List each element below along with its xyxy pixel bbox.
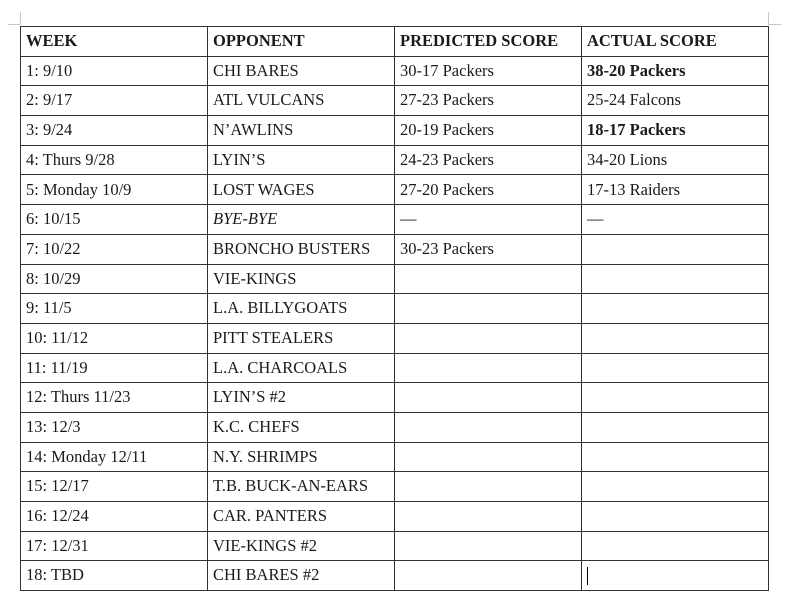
week-cell[interactable]: 1: 9/10 [21,56,208,86]
opponent-cell[interactable]: N’AWLINS [208,116,395,146]
opponent-cell[interactable]: PITT STEALERS [208,323,395,353]
opponent-cell[interactable]: L.A. CHARCOALS [208,353,395,383]
opponent-cell[interactable]: CAR. PANTERS [208,502,395,532]
actual-score-cell[interactable] [582,294,769,324]
opponent-cell[interactable]: VIE-KINGS #2 [208,531,395,561]
predicted-score-cell[interactable] [395,531,582,561]
week-cell[interactable]: 2: 9/17 [21,86,208,116]
actual-score-cell[interactable] [582,412,769,442]
table-row [21,264,769,294]
table-row [21,145,769,175]
page-margin-corner-top-right [768,12,781,25]
opponent-cell[interactable]: CHI BARES [208,56,395,86]
table-row [21,175,769,205]
predicted-score-cell[interactable] [395,561,582,591]
opponent-cell[interactable]: ATL VULCANS [208,86,395,116]
week-cell[interactable]: 14: Monday 12/11 [21,442,208,472]
header-week[interactable]: WEEK [21,27,208,57]
opponent-cell[interactable]: L.A. BILLYGOATS [208,294,395,324]
opponent-cell[interactable]: T.B. BUCK-AN-EARS [208,472,395,502]
table-row [21,56,769,86]
predicted-score-cell[interactable]: — [395,205,582,235]
table-row [21,383,769,413]
opponent-cell[interactable]: CHI BARES #2 [208,561,395,591]
table-row [21,294,769,324]
week-cell[interactable]: 3: 9/24 [21,116,208,146]
week-cell[interactable]: 17: 12/31 [21,531,208,561]
predicted-score-cell[interactable] [395,442,582,472]
table-row [21,442,769,472]
table-row [21,86,769,116]
actual-score-cell[interactable] [582,442,769,472]
predicted-score-cell[interactable]: 27-20 Packers [395,175,582,205]
week-cell[interactable]: 16: 12/24 [21,502,208,532]
opponent-cell[interactable]: VIE-KINGS [208,264,395,294]
opponent-cell[interactable]: LYIN’S [208,145,395,175]
table-row [21,205,769,235]
actual-score-cell[interactable] [582,472,769,502]
actual-score-cell[interactable] [582,502,769,532]
header-opponent[interactable]: OPPONENT [208,27,395,57]
week-cell[interactable]: 13: 12/3 [21,412,208,442]
week-cell[interactable]: 7: 10/22 [21,234,208,264]
table-row [21,116,769,146]
predicted-score-cell[interactable] [395,353,582,383]
header-actual-score[interactable]: ACTUAL SCORE [582,27,769,57]
opponent-cell[interactable]: LYIN’S #2 [208,383,395,413]
predicted-score-cell[interactable]: 20-19 Packers [395,116,582,146]
table-row [21,472,769,502]
predicted-score-cell[interactable]: 30-17 Packers [395,56,582,86]
actual-score-cell-active[interactable] [582,561,769,591]
opponent-cell[interactable]: K.C. CHEFS [208,412,395,442]
predicted-score-cell[interactable]: 24-23 Packers [395,145,582,175]
predicted-score-cell[interactable] [395,264,582,294]
actual-score-cell[interactable] [582,531,769,561]
week-cell[interactable]: 9: 11/5 [21,294,208,324]
actual-score-cell[interactable] [582,353,769,383]
actual-score-cell[interactable]: 18-17 Packers [582,116,769,146]
opponent-cell[interactable]: BYE-BYE [208,205,395,235]
actual-score-cell[interactable]: 38-20 Packers [582,56,769,86]
table-row [21,412,769,442]
opponent-cell[interactable]: LOST WAGES [208,175,395,205]
table-row [21,323,769,353]
predicted-score-cell[interactable] [395,472,582,502]
header-row [21,27,769,57]
actual-score-cell[interactable]: 17-13 Raiders [582,175,769,205]
week-cell[interactable]: 5: Monday 10/9 [21,175,208,205]
week-cell[interactable]: 10: 11/12 [21,323,208,353]
week-cell[interactable]: 12: Thurs 11/23 [21,383,208,413]
text-cursor [587,567,588,585]
page-margin-corner-top-left [8,12,21,25]
actual-score-cell[interactable] [582,383,769,413]
week-cell[interactable]: 6: 10/15 [21,205,208,235]
table-row [21,502,769,532]
actual-score-cell[interactable] [582,234,769,264]
actual-score-cell[interactable]: 34-20 Lions [582,145,769,175]
actual-score-cell[interactable]: — [582,205,769,235]
table-row [21,561,769,591]
week-cell[interactable]: 18: TBD [21,561,208,591]
table-row [21,531,769,561]
predicted-score-cell[interactable] [395,412,582,442]
predicted-score-cell[interactable] [395,383,582,413]
week-cell[interactable]: 11: 11/19 [21,353,208,383]
opponent-cell[interactable]: BRONCHO BUSTERS [208,234,395,264]
actual-score-cell[interactable]: 25-24 Falcons [582,86,769,116]
week-cell[interactable]: 4: Thurs 9/28 [21,145,208,175]
predicted-score-cell[interactable] [395,294,582,324]
predicted-score-cell[interactable] [395,502,582,532]
table-row [21,234,769,264]
actual-score-cell[interactable] [582,264,769,294]
header-predicted-score[interactable]: PREDICTED SCORE [395,27,582,57]
week-cell[interactable]: 15: 12/17 [21,472,208,502]
schedule-table [20,26,769,591]
predicted-score-cell[interactable]: 27-23 Packers [395,86,582,116]
week-cell[interactable]: 8: 10/29 [21,264,208,294]
actual-score-cell[interactable] [582,323,769,353]
predicted-score-cell[interactable] [395,323,582,353]
predicted-score-cell[interactable]: 30-23 Packers [395,234,582,264]
table-row [21,353,769,383]
opponent-cell[interactable]: N.Y. SHRIMPS [208,442,395,472]
